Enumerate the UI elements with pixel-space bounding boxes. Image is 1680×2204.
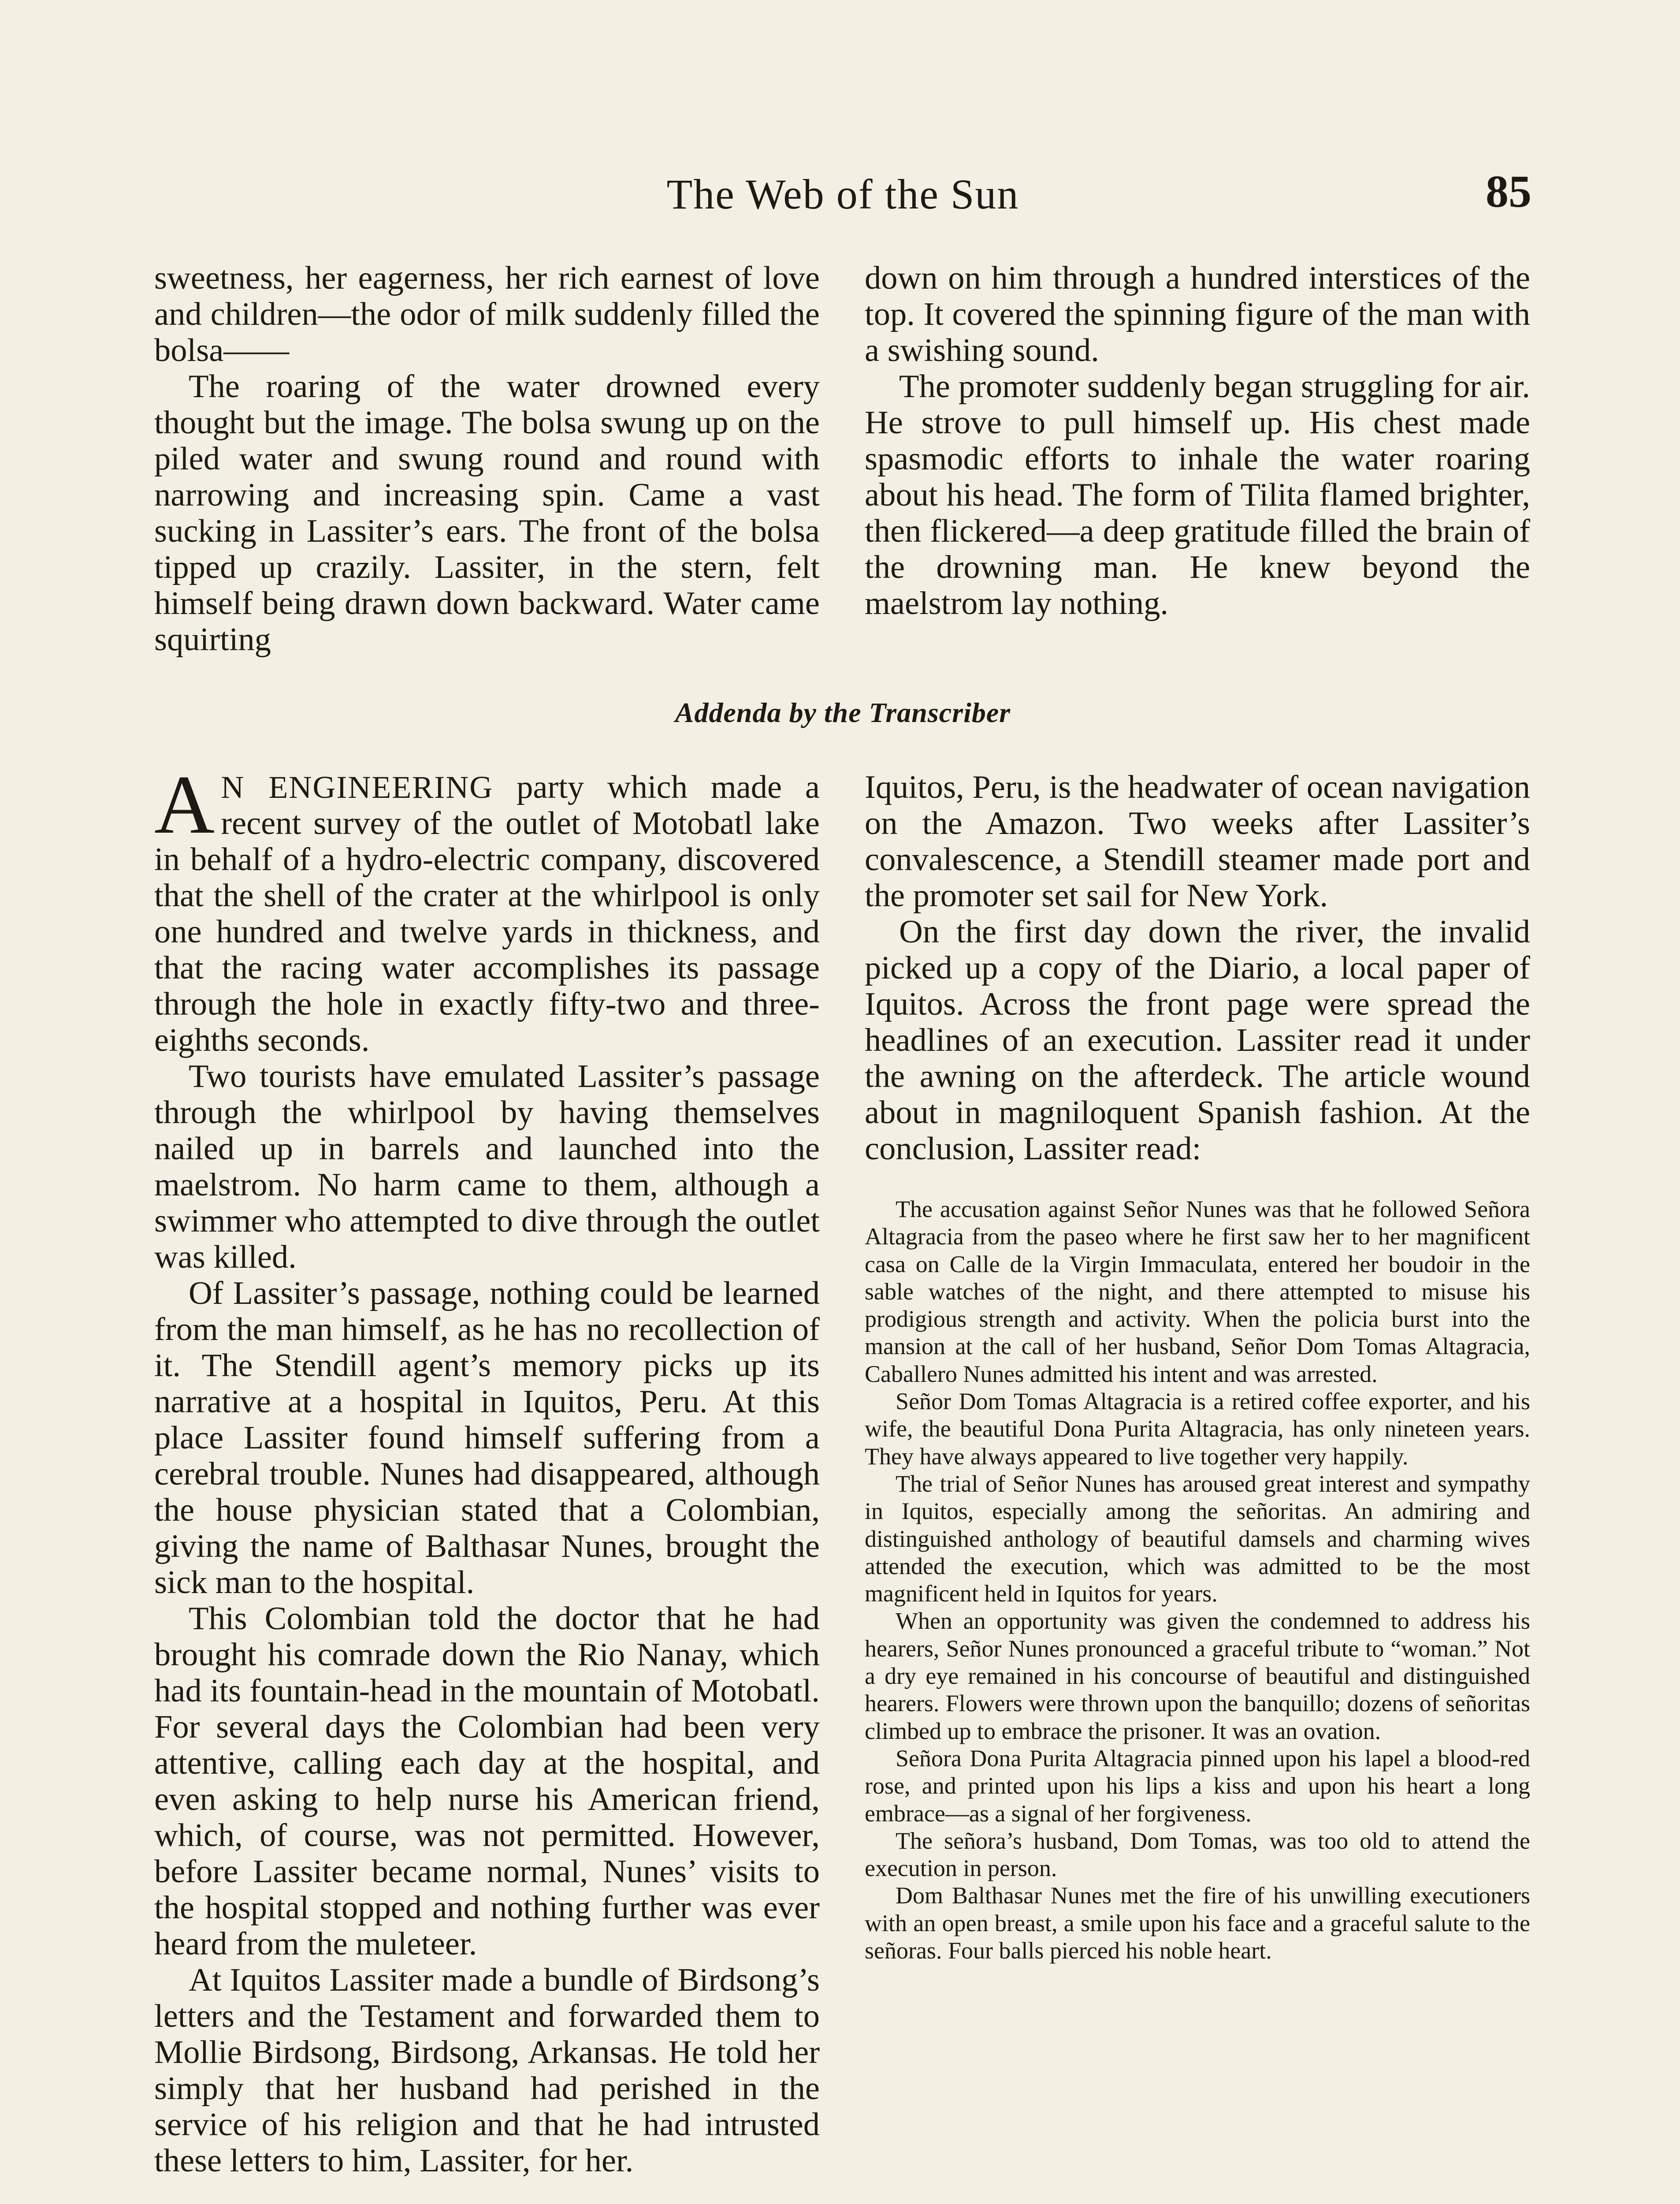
addenda-column-right bbox=[865, 769, 1530, 1964]
story-paragraph: sweetness, her eagerness, her rich earnest of love and children—the odor of milk suddenly filled the bolsa—— bbox=[154, 260, 820, 369]
story-column-left bbox=[154, 260, 820, 658]
addenda-paragraph: At Iquitos Lassiter made a bundle of Birdsong’s letters and the Testament and forwarded them to Mollie Birdsong, Birdsong, Arkansas. He told her simply that her husband had perished in the service of his religion and that he had intrusted these letters to him, Lassiter, for her. bbox=[154, 1962, 820, 2179]
page-number: 85 bbox=[1486, 166, 1531, 217]
addenda-column-left bbox=[154, 759, 820, 2179]
clipping-paragraph: Señora Dona Purita Altagracia pinned upon his lapel a blood-red rose, and printed upon his lips a kiss and upon his heart a long embrace—as a signal of her forgiveness. bbox=[865, 1745, 1530, 1827]
addenda-paragraph: On the first day down the river, the invalid picked up a copy of the Diario, a local paper of Iquitos. Across the front page were spread the headlines of an execution. Lassiter read it under the awning on the afterdeck. The article wound about in magniloquent Spanish fashion. At the conclusion, Lassiter read: bbox=[865, 914, 1530, 1167]
running-title: The Web of the Sun bbox=[666, 171, 1019, 218]
clipping-paragraph: The trial of Señor Nunes has aroused great interest and sympathy in Iquitos, especially among the señoritas. An admiring and distinguished anthology of beautiful damsels and charming wives attended the execution, which was admitted to be the most magnificent held in Iquitos for years. bbox=[865, 1470, 1530, 1607]
addenda-heading: Addenda by the Transcriber bbox=[675, 697, 1011, 728]
addenda-paragraph: Iquitos, Peru, is the headwater of ocean navigation on the Amazon. Two weeks after Lassiter’s convalescence, a Stendill steamer made port and the promoter set sail for New York. bbox=[865, 769, 1530, 914]
addenda-first-paragraph bbox=[154, 759, 820, 1058]
addenda-paragraph: Of Lassiter’s passage, nothing could be learned from the man himself, as he has no recollection of it. The Stendill agent’s memory picks up its narrative at a hospital in Iquitos, Peru. At this place Lassiter found himself suffering from a cerebral trouble. Nunes had disappeared, although the house physician stated that a Colombian, giving the name of Balthasar Nunes, brought the sick man to the hospital. bbox=[154, 1275, 820, 1601]
addenda-paragraph: This Colombian told the doctor that he had brought his comrade down the Rio Nanay, which had its fountain-head in the mountain of Motobatl. For several days the Colombian had been very attentive, calling each day at the hospital, and even asking to help nurse his American friend, which, of course, was not permitted. However, before Lassiter became normal, Nunes’ visits to the hospital stopped and nothing further was ever heard from the muleteer. bbox=[154, 1601, 820, 1962]
story-column-right bbox=[865, 260, 1530, 622]
addenda-paragraph: Two tourists have emulated Lassiter’s passage through the whirlpool by having themselves nailed up in barrels and launched into the maelstrom. No harm came to them, although a swimmer who attempted to dive through the outlet was killed. bbox=[154, 1058, 820, 1275]
story-paragraph: The roaring of the water drowned every thought but the image. The bolsa swung up on the piled water and swung round and round with narrowing and increasing spin. Came a vast sucking in Lassiter’s ears. The front of the bolsa tipped up crazily. Lassiter, in the stern, felt himself being drawn down backward. Water came squirting bbox=[154, 369, 820, 658]
drop-cap: A bbox=[154, 759, 215, 851]
clipping-paragraph: Señor Dom Tomas Altagracia is a retired coffee exporter, and his wife, the beautiful Dona Purita Altagracia, has only nineteen years. They have always appeared to live together very happily. bbox=[865, 1388, 1530, 1470]
story-paragraph: down on him through a hundred interstices of the top. It covered the spinning figure of the man with a swishing sound. bbox=[865, 260, 1530, 369]
first-paragraph-text: party which made a recent survey of the outlet of Motobatl lake in behalf of a hydro-electric company, discovered that the shell of the crater at the whirlpool is only one hundred and twelve yards in thickness, and that the racing water accomplishes its passage through the hole in exactly fifty-two and three-eighths seconds. bbox=[154, 769, 820, 1058]
story-paragraph: The promoter suddenly began struggling for air. He strove to pull himself up. His chest made spasmodic efforts to inhale the water roaring about his head. The form of Tilita flamed brighter, then flickered—a deep gratitude filled the brain of the drowning man. He knew beyond the maelstrom lay nothing. bbox=[865, 369, 1530, 622]
clipping-paragraph: The accusation against Señor Nunes was that he followed Señora Altagracia from the paseo where he first saw her to her magnificent casa on Calle de la Virgin Immaculata, entered her boudoir in the sable watches of the night, and there attempted to misuse his prodigious strength and activity. When the policia burst into the mansion at the call of her husband, Señor Dom Tomas Altagracia, Caballero Nunes admitted his intent and was arrested. bbox=[865, 1196, 1530, 1387]
newspaper-clipping bbox=[865, 1195, 1530, 1964]
clipping-paragraph: The señora’s husband, Dom Tomas, was too old to attend the execution in person. bbox=[865, 1827, 1530, 1882]
clipping-paragraph: When an opportunity was given the condemned to address his hearers, Señor Nunes pronounced a graceful tribute to “woman.” Not a dry eye remained in his concourse of beautiful and distinguished hearers. Flowers were thrown upon the banquillo; dozens of señoritas climbed up to embrace the prisoner. It was an ovation. bbox=[865, 1608, 1530, 1744]
clipping-paragraph: Dom Balthasar Nunes met the fire of his unwilling executioners with an open breast, a smile upon his face and a graceful salute to the señoras. Four balls pierced his noble heart. bbox=[865, 1882, 1530, 1964]
lead-caps: N ENGINEERING bbox=[221, 770, 494, 805]
running-head bbox=[154, 165, 1531, 227]
